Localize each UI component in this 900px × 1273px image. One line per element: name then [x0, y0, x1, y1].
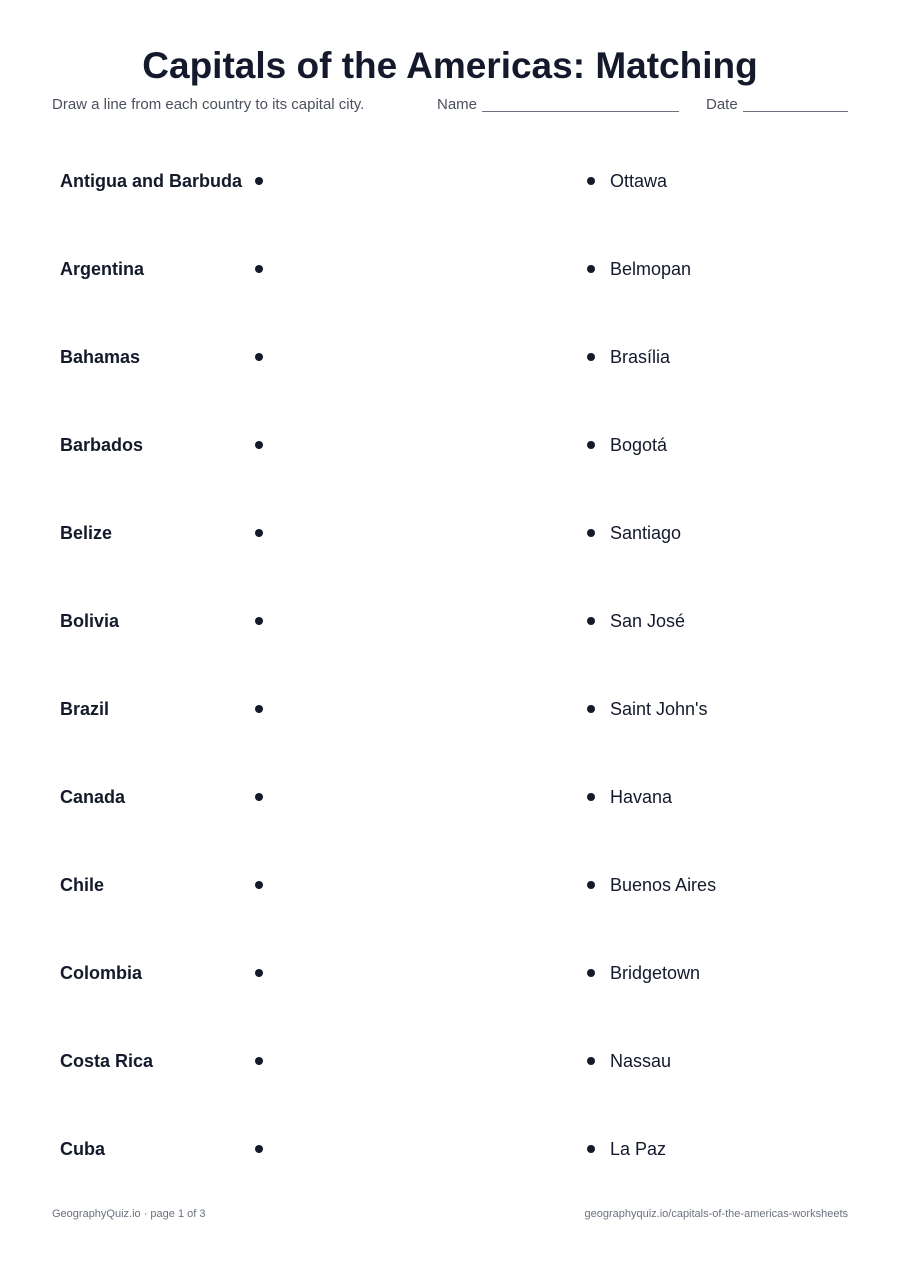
- country-dot[interactable]: [255, 1057, 263, 1065]
- country-label: Antigua and Barbuda: [60, 171, 243, 191]
- country-label: Colombia: [60, 963, 143, 983]
- matching-row: [0, 489, 900, 577]
- country-dot[interactable]: [255, 177, 263, 185]
- country-label: Cuba: [60, 1139, 105, 1159]
- capital-label: La Paz: [610, 1139, 667, 1159]
- capital-dot[interactable]: [587, 441, 595, 449]
- capital-label: Ottawa: [610, 171, 668, 191]
- capital-label: Belmopan: [610, 259, 692, 279]
- capital-label: Buenos Aires: [610, 875, 717, 895]
- matching-row: [0, 1017, 900, 1105]
- date-line[interactable]: [743, 111, 848, 112]
- matching-row: [0, 225, 900, 313]
- date-label: Date: [706, 96, 738, 113]
- capital-dot[interactable]: [587, 529, 595, 537]
- country-label: Belize: [60, 523, 113, 543]
- matching-list: [0, 137, 900, 1193]
- country-dot[interactable]: [255, 617, 263, 625]
- country-dot[interactable]: [255, 529, 263, 537]
- capital-dot[interactable]: [587, 969, 595, 977]
- country-dot[interactable]: [255, 1145, 263, 1153]
- matching-row: [0, 1105, 900, 1193]
- country-dot[interactable]: [255, 793, 263, 801]
- capital-dot[interactable]: [587, 881, 595, 889]
- footer-url: geographyquiz.io/capitals-of-the-americas-worksheets: [584, 1208, 848, 1220]
- country-label: Canada: [60, 787, 126, 807]
- matching-row: [0, 577, 900, 665]
- capital-dot[interactable]: [587, 353, 595, 361]
- country-dot[interactable]: [255, 969, 263, 977]
- capital-dot[interactable]: [587, 1145, 595, 1153]
- instructions: Draw a line from each country to its capital city.: [52, 96, 365, 113]
- page-title: Capitals of the Americas: Matching: [142, 45, 758, 86]
- capital-label: Bridgetown: [610, 963, 701, 983]
- name-label: Name: [437, 96, 478, 113]
- matching-row: [0, 401, 900, 489]
- country-dot[interactable]: [255, 705, 263, 713]
- country-label: Bolivia: [60, 611, 120, 631]
- capital-label: Nassau: [610, 1051, 672, 1071]
- capital-dot[interactable]: [587, 177, 595, 185]
- capital-dot[interactable]: [587, 265, 595, 273]
- country-dot[interactable]: [255, 441, 263, 449]
- capital-label: Santiago: [610, 523, 682, 543]
- capital-dot[interactable]: [587, 705, 595, 713]
- name-line[interactable]: [482, 111, 679, 112]
- matching-row: [0, 753, 900, 841]
- matching-row: [0, 313, 900, 401]
- capital-dot[interactable]: [587, 793, 595, 801]
- capital-dot[interactable]: [587, 617, 595, 625]
- matching-row: [0, 665, 900, 753]
- capital-label: San José: [610, 611, 686, 631]
- country-label: Argentina: [60, 259, 145, 279]
- capital-label: Brasília: [610, 347, 671, 367]
- country-dot[interactable]: [255, 265, 263, 273]
- footer-page-info: GeographyQuiz.io · page 1 of 3: [52, 1208, 206, 1220]
- matching-row: [0, 841, 900, 929]
- capital-label: Bogotá: [610, 435, 668, 455]
- country-dot[interactable]: [255, 353, 263, 361]
- capital-label: Saint John's: [610, 699, 708, 719]
- country-label: Brazil: [60, 699, 110, 719]
- capital-dot[interactable]: [587, 1057, 595, 1065]
- country-label: Chile: [60, 875, 105, 895]
- capital-label: Havana: [610, 787, 673, 807]
- matching-row: [0, 929, 900, 1017]
- country-dot[interactable]: [255, 881, 263, 889]
- matching-row: [0, 137, 900, 225]
- country-label: Bahamas: [60, 347, 141, 367]
- country-label: Barbados: [60, 435, 144, 455]
- country-label: Costa Rica: [60, 1051, 154, 1071]
